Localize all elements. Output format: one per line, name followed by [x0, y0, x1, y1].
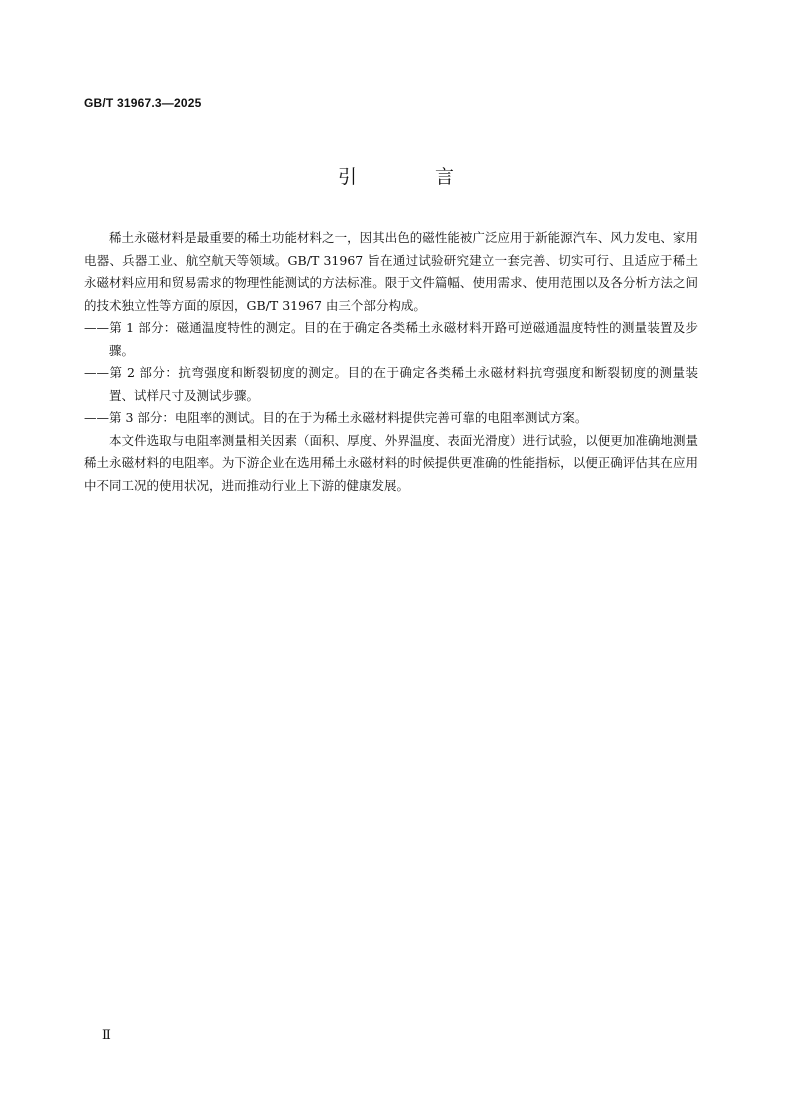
list-item-part-2: ——第 2 部分：抗弯强度和断裂韧度的测定。目的在于确定各类稀土永磁材料抗弯强度和断裂韧度的测量装置、试样尺寸及测试步骤。 — [84, 365, 698, 403]
page-number: Ⅱ — [102, 1028, 111, 1043]
list-item-part-1: ——第 1 部分：磁通温度特性的测定。目的在于确定各类稀土永磁材料开路可逆磁通温度特性的测量装置及步骤。 — [84, 320, 698, 358]
intro-paragraph: 稀土永磁材料是最重要的稀土功能材料之一，因其出色的磁性能被广泛应用于新能源汽车、风力发电、家用电器、兵器工业、航空航天等领域。GB/T 31967 旨在通过试验研究建立一套完善、切实可行、且适应于稀土永磁材料应用和贸易需求的物理性能测试的方法标准。限于文件篇幅、使用需求、使用范围以及各分析方法之间的技术独立性等方面的原因，GB/T 31967 由三个部分构成。 — [84, 230, 698, 313]
document-code: GB/T 31967.3—2025 — [84, 96, 202, 110]
page-title: 引 言 — [337, 166, 491, 188]
scope-paragraph: 本文件选取与电阻率测量相关因素（面积、厚度、外界温度、表面光滑度）进行试验，以便更加准确地测量稀土永磁材料的电阻率。为下游企业在选用稀土永磁材料的时候提供更准确的性能指标，以便正确评估其在应用中不同工况的使用状况，进而推动行业上下游的健康发展。 — [84, 432, 698, 493]
introduction-body — [84, 227, 698, 497]
list-item-part-3: ——第 3 部分：电阻率的测试。目的在于为稀土永磁材料提供完善可靠的电阻率测试方案。 — [84, 410, 588, 425]
